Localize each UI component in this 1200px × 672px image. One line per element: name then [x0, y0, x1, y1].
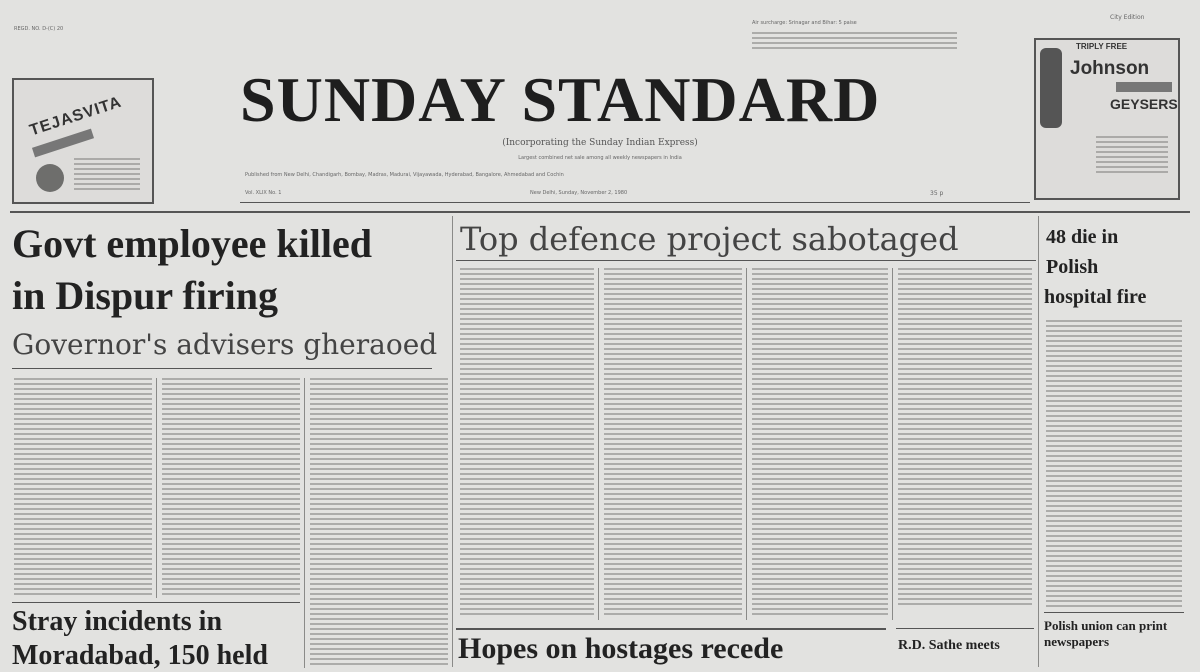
lead-headline-line2: in Dispur firing [12, 273, 278, 318]
product-seal-icon [36, 164, 64, 192]
hostages-headline: Hopes on hostages recede [458, 632, 784, 665]
defence-text-col-1 [460, 268, 594, 618]
tejasvita-advertisement [12, 78, 154, 204]
defence-headline: Top defence project sabotaged [460, 220, 959, 258]
defence-text-col-3 [752, 268, 888, 618]
polish-rule [1044, 612, 1184, 613]
moradabad-headline-line2: Moradabad, 150 held [12, 640, 268, 671]
polish-headline-line2: Polish [1046, 256, 1099, 278]
ad-address [1096, 136, 1168, 176]
masthead-published-from: Published from New Delhi, Chandigarh, Bombay, Madras, Madurai, Vijayawada, Hyderabad, Bangalore, Ahmedabad and Cochin [245, 172, 564, 178]
ad-top-line: TRIPLY FREE [1076, 42, 1128, 51]
section-rule [10, 211, 1190, 213]
column-divider [892, 268, 893, 620]
johnson-geysers-advertisement [1034, 38, 1180, 200]
lead-headline-line1: Govt employee killed [12, 221, 372, 266]
lead-text-col-2 [162, 378, 300, 598]
masthead-title: SUNDAY STANDARD [240, 64, 881, 135]
top-notice: Air surcharge: Srinagar and Bihar: 5 paise [752, 20, 857, 26]
notice-text-block [752, 32, 957, 52]
column-divider [304, 378, 305, 668]
registration-number: REGD. NO. D-(C) 20 [14, 26, 64, 32]
lead-text-col-3 [310, 378, 448, 668]
moradabad-headline-line1: Stray incidents in [12, 606, 223, 637]
masthead-incorporating: (Incorporating the Sunday Indian Express) [502, 138, 698, 148]
column-divider [598, 268, 599, 620]
defence-rule [456, 260, 1036, 261]
geyser-icon [1040, 48, 1062, 128]
ad-product: GEYSERS [1110, 96, 1178, 112]
moradabad-rule [12, 602, 300, 603]
lead-rule [12, 368, 432, 369]
ad-copy [74, 158, 140, 192]
lead-subhead: Governor's advisers gheraoed [12, 328, 438, 361]
masthead-tagline: Largest combined net sale among all weekly newspapers in India [518, 155, 682, 161]
tejasvita-brand: TEJASVITA [27, 93, 124, 140]
masthead-price: 35 p [930, 190, 944, 197]
ad-brand: Johnson [1070, 58, 1150, 79]
masthead-volume: Vol. XLIX No. 1 [245, 190, 282, 196]
sathe-headline: R.D. Sathe meets [898, 638, 1000, 653]
lead-text-col-1 [14, 378, 152, 598]
polish-footer-headline: Polish union can print newspapers [1044, 618, 1168, 649]
hostages-rule [456, 628, 886, 630]
polish-headline-line1: 48 die in [1046, 226, 1119, 248]
column-divider [156, 378, 157, 598]
defence-text-col-4 [898, 268, 1032, 608]
polish-text-col [1046, 320, 1182, 610]
column-divider [1038, 216, 1039, 667]
column-divider [746, 268, 747, 620]
masthead-rule [240, 202, 1030, 203]
polish-headline-line3: hospital fire [1044, 286, 1147, 308]
defence-text-col-2 [604, 268, 742, 618]
ad-strip [1116, 82, 1172, 92]
sathe-rule [896, 628, 1034, 629]
column-divider [452, 216, 453, 667]
edition-label: City Edition [1110, 14, 1145, 21]
masthead-dateline: New Delhi, Sunday, November 2, 1980 [530, 190, 628, 196]
